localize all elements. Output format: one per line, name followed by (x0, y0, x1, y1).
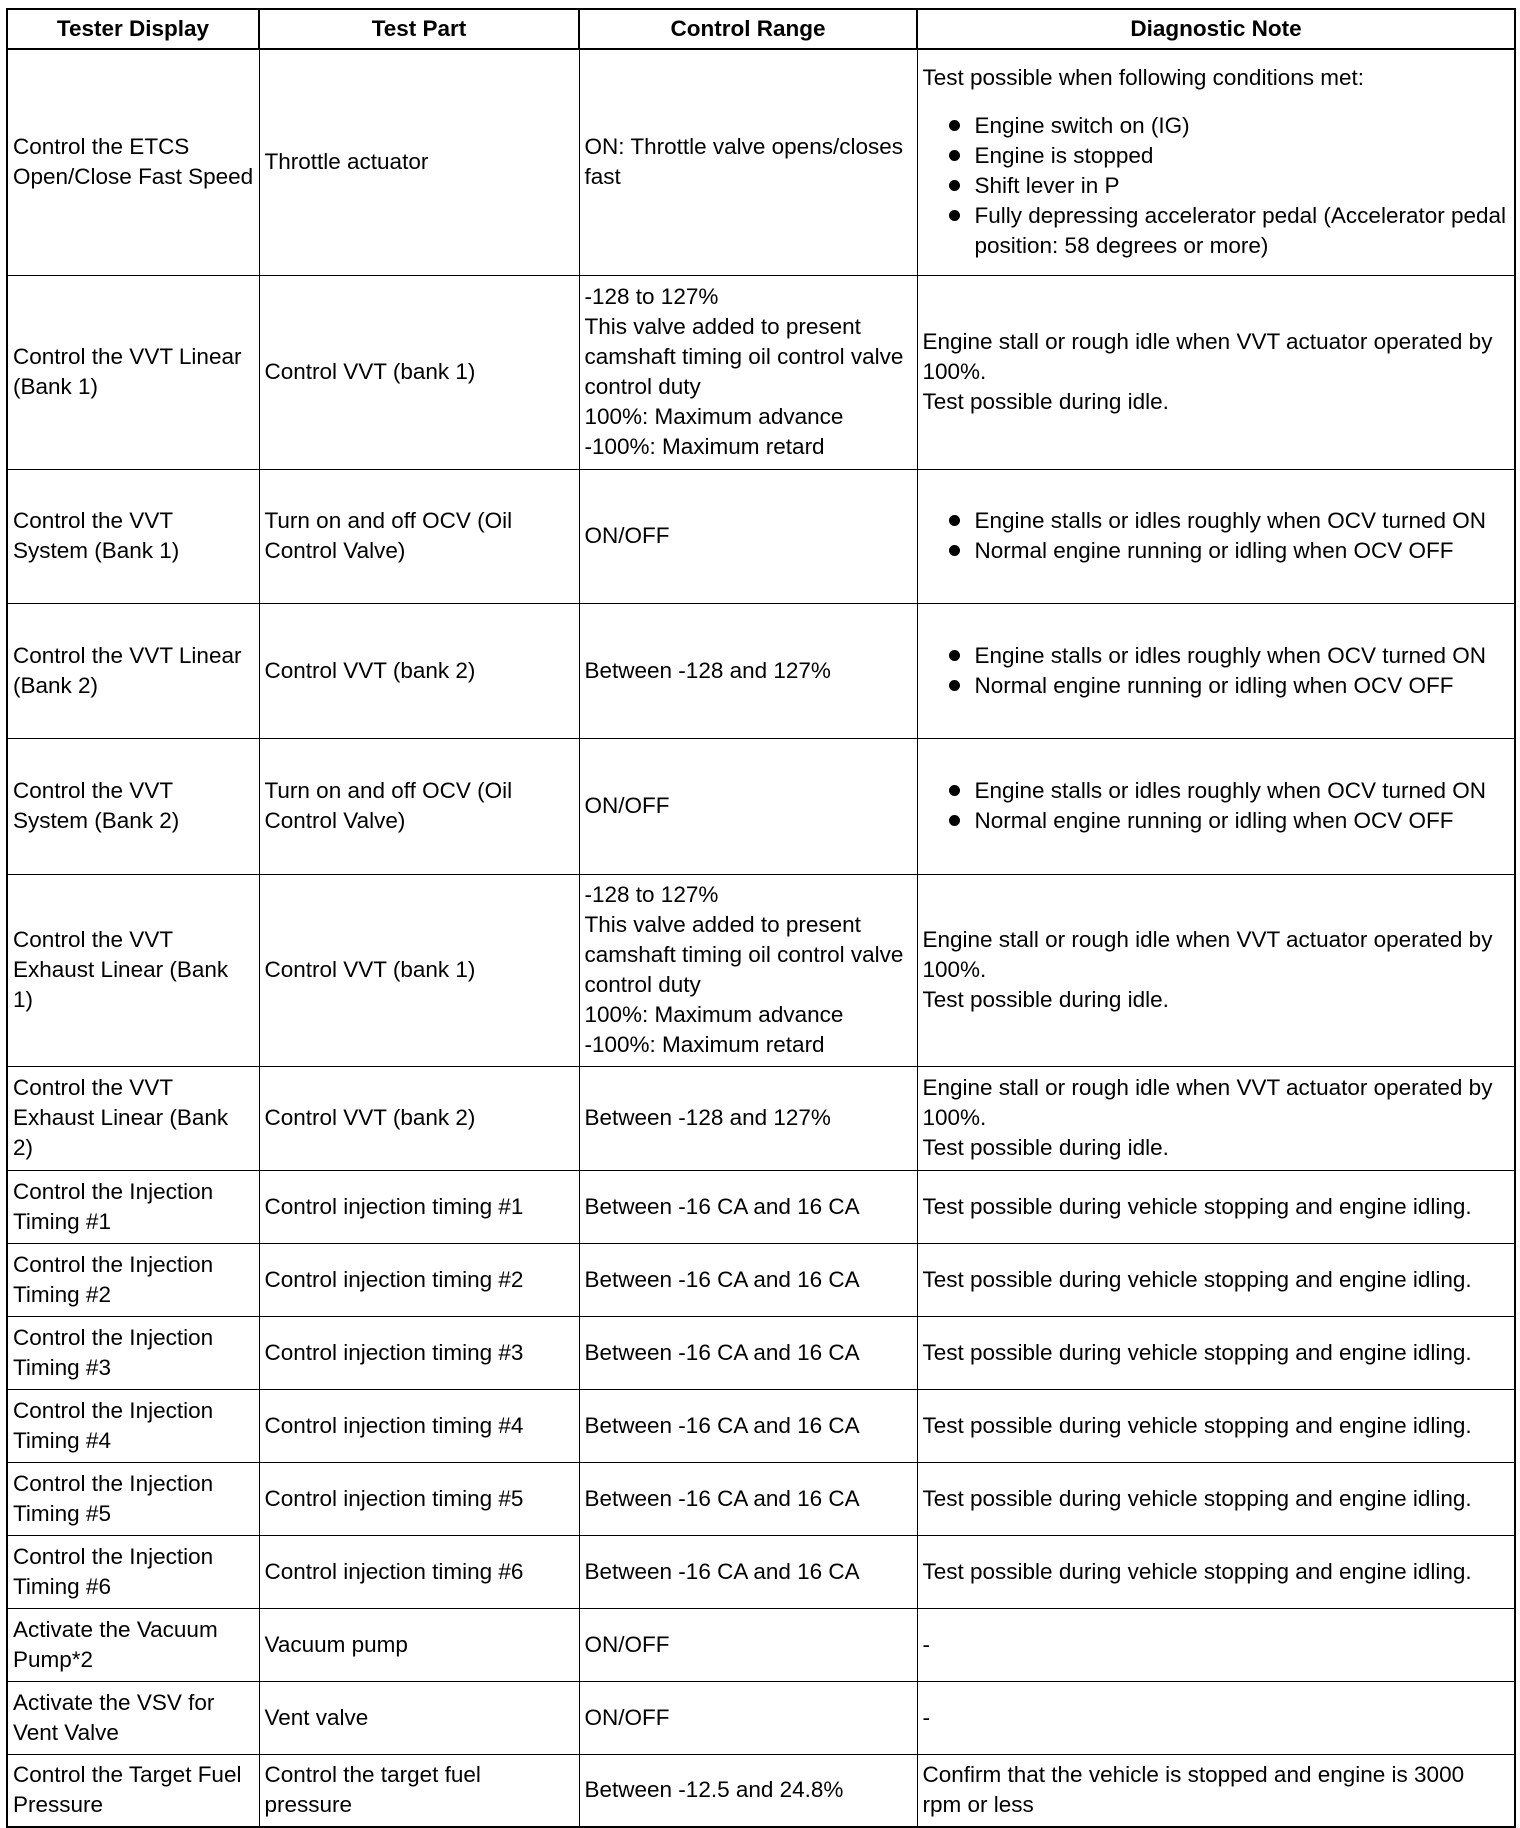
test-part-cell: Control the target fuel pressure (259, 1754, 579, 1827)
table-row (7, 275, 1515, 469)
table-row (7, 1170, 1515, 1243)
test-part-cell: Control injection timing #3 (259, 1316, 579, 1389)
note-bullet: Fully depressing accelerator pedal (Accelerator pedal position: 58 degrees or more) (945, 201, 1510, 261)
control-range-line: -100%: Maximum retard (584, 434, 825, 459)
table-row (7, 1535, 1515, 1608)
diagnostic-note-cell (917, 1066, 1515, 1170)
note-bullet: Engine stalls or idles roughly when OCV turned ON (945, 641, 1510, 671)
test-part-cell: Control VVT (bank 2) (259, 603, 579, 738)
tester-display-cell: Activate the Vacuum Pump*2 (7, 1608, 259, 1681)
test-part-cell: Control VVT (bank 1) (259, 874, 579, 1066)
note-bullet: Engine stalls or idles roughly when OCV turned ON (945, 776, 1510, 806)
control-range-cell: Between -16 CA and 16 CA (579, 1389, 917, 1462)
tester-display-cell: Control the Injection Timing #5 (7, 1462, 259, 1535)
control-range-cell: ON/OFF (579, 1681, 917, 1754)
tester-display-cell: Control the VVT Linear (Bank 1) (7, 275, 259, 469)
tester-display-cell: Control the Injection Timing #4 (7, 1389, 259, 1462)
note-line: Test possible during idle. (922, 389, 1169, 414)
header-tester-display: Tester Display (7, 9, 259, 49)
diagnostic-note-cell: Test possible during vehicle stopping and engine idling. (917, 1170, 1515, 1243)
tester-display-cell: Control the Target Fuel Pressure (7, 1754, 259, 1827)
note-line: Engine stall or rough idle when VVT actuator operated by 100%. (922, 1075, 1493, 1130)
test-part-cell: Vent valve (259, 1681, 579, 1754)
test-part-cell: Control injection timing #1 (259, 1170, 579, 1243)
tester-display-cell: Control the VVT System (Bank 2) (7, 738, 259, 874)
note-bullet: Engine is stopped (945, 141, 1510, 171)
control-range-line: -128 to 127% (584, 882, 719, 907)
table-row (7, 738, 1515, 874)
test-part-cell: Control injection timing #4 (259, 1389, 579, 1462)
tester-display-cell: Control the Injection Timing #2 (7, 1243, 259, 1316)
test-part-cell: Vacuum pump (259, 1608, 579, 1681)
diagnostic-note-cell: Test possible during vehicle stopping and engine idling. (917, 1462, 1515, 1535)
note-line: Test possible during idle. (922, 987, 1169, 1012)
note-intro: Test possible when following conditions met: (922, 65, 1364, 91)
table-row (7, 49, 1515, 275)
diagnostic-note-cell: - (917, 1608, 1515, 1681)
header-diagnostic-note: Diagnostic Note (917, 9, 1515, 49)
test-part-cell: Throttle actuator (259, 49, 579, 275)
diagnostic-note-cell (917, 874, 1515, 1066)
control-range-line: 100%: Maximum advance (584, 404, 844, 429)
note-bullet: Engine switch on (IG) (945, 111, 1510, 141)
control-range-cell (579, 874, 917, 1066)
control-range-line: 100%: Maximum advance (584, 1002, 844, 1027)
table-row (7, 874, 1515, 1066)
table-header-row (7, 9, 1515, 49)
tester-display-cell: Control the VVT System (Bank 1) (7, 469, 259, 603)
table-row (7, 1681, 1515, 1754)
test-part-cell: Control injection timing #5 (259, 1462, 579, 1535)
note-line: Engine stall or rough idle when VVT actuator operated by 100%. (922, 329, 1493, 384)
control-range-line: -100%: Maximum retard (584, 1032, 825, 1057)
table-row (7, 469, 1515, 603)
control-range-line: This valve added to present camshaft timing oil control valve control duty (584, 314, 904, 399)
table-row (7, 1243, 1515, 1316)
test-part-cell: Turn on and off OCV (Oil Control Valve) (259, 469, 579, 603)
diagnostic-note-cell: Test possible during vehicle stopping and engine idling. (917, 1389, 1515, 1462)
test-part-cell: Control injection timing #2 (259, 1243, 579, 1316)
tester-display-cell: Control the ETCS Open/Close Fast Speed (7, 49, 259, 275)
tester-display-cell: Control the VVT Exhaust Linear (Bank 2) (7, 1066, 259, 1170)
diagnostic-note-cell (917, 469, 1515, 603)
test-part-cell: Turn on and off OCV (Oil Control Valve) (259, 738, 579, 874)
diagnostic-note-cell (917, 738, 1515, 874)
control-range-cell: Between -16 CA and 16 CA (579, 1316, 917, 1389)
control-range-cell: Between -128 and 127% (579, 603, 917, 738)
control-range-line: This valve added to present camshaft timing oil control valve control duty (584, 912, 904, 997)
table-row (7, 1389, 1515, 1462)
tester-display-cell: Control the VVT Linear (Bank 2) (7, 603, 259, 738)
test-part-cell: Control VVT (bank 1) (259, 275, 579, 469)
note-bullet-list (923, 641, 1510, 701)
test-part-cell: Control VVT (bank 2) (259, 1066, 579, 1170)
control-range-cell: ON/OFF (579, 469, 917, 603)
note-bullet-list (923, 776, 1510, 836)
diagnostic-note-cell: Confirm that the vehicle is stopped and engine is 3000 rpm or less (917, 1754, 1515, 1827)
control-range-cell: Between -16 CA and 16 CA (579, 1462, 917, 1535)
note-bullet: Normal engine running or idling when OCV OFF (945, 806, 1510, 836)
active-test-table (6, 8, 1516, 1828)
control-range-cell: Between -128 and 127% (579, 1066, 917, 1170)
control-range-cell: ON/OFF (579, 1608, 917, 1681)
tester-display-cell: Control the Injection Timing #3 (7, 1316, 259, 1389)
tester-display-cell: Control the Injection Timing #6 (7, 1535, 259, 1608)
control-range-cell: Between -12.5 and 24.8% (579, 1754, 917, 1827)
diagnostic-note-cell (917, 49, 1515, 275)
diagnostic-note-cell: Test possible during vehicle stopping and engine idling. (917, 1243, 1515, 1316)
control-range-cell: Between -16 CA and 16 CA (579, 1170, 917, 1243)
note-line: Engine stall or rough idle when VVT actuator operated by 100%. (922, 927, 1493, 982)
diagnostic-note-cell: - (917, 1681, 1515, 1754)
note-bullet-list (923, 506, 1510, 566)
table-row (7, 1316, 1515, 1389)
note-bullet: Normal engine running or idling when OCV OFF (945, 671, 1510, 701)
control-range-cell: Between -16 CA and 16 CA (579, 1243, 917, 1316)
control-range-cell: ON/OFF (579, 738, 917, 874)
table-row (7, 1066, 1515, 1170)
note-bullet-list (923, 111, 1510, 261)
diagnostic-note-cell: Test possible during vehicle stopping and engine idling. (917, 1535, 1515, 1608)
test-part-cell: Control injection timing #6 (259, 1535, 579, 1608)
tester-display-cell: Control the Injection Timing #1 (7, 1170, 259, 1243)
table-row (7, 603, 1515, 738)
header-control-range: Control Range (579, 9, 917, 49)
table-row (7, 1754, 1515, 1827)
note-bullet: Shift lever in P (945, 171, 1510, 201)
table-row (7, 1608, 1515, 1681)
diagnostic-note-cell: Test possible during vehicle stopping and engine idling. (917, 1316, 1515, 1389)
note-bullet: Normal engine running or idling when OCV OFF (945, 536, 1510, 566)
control-range-cell (579, 275, 917, 469)
diagnostic-note-cell (917, 603, 1515, 738)
control-range-cell: ON: Throttle valve opens/closes fast (579, 49, 917, 275)
table-row (7, 1462, 1515, 1535)
control-range-line: -128 to 127% (584, 284, 719, 309)
tester-display-cell: Activate the VSV for Vent Valve (7, 1681, 259, 1754)
note-line: Test possible during idle. (922, 1135, 1169, 1160)
note-bullet: Engine stalls or idles roughly when OCV turned ON (945, 506, 1510, 536)
diagnostic-note-cell (917, 275, 1515, 469)
header-test-part: Test Part (259, 9, 579, 49)
tester-display-cell: Control the VVT Exhaust Linear (Bank 1) (7, 874, 259, 1066)
control-range-cell: Between -16 CA and 16 CA (579, 1535, 917, 1608)
